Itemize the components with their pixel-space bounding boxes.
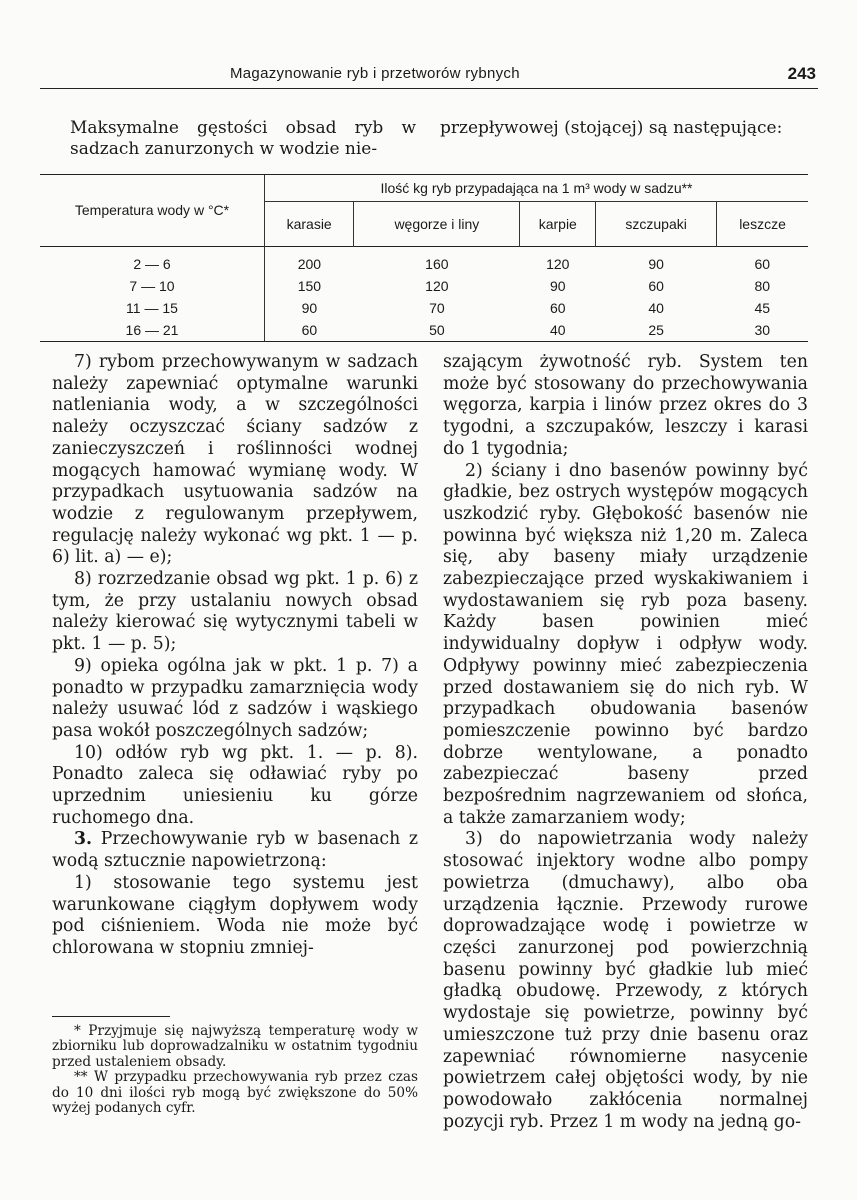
temperature-cell: 7 — 10	[40, 275, 265, 297]
value-cell: 40	[520, 319, 596, 342]
stocking-density-table	[40, 174, 808, 342]
value-cell: 120	[425, 278, 449, 294]
species-header: węgorze i liny	[354, 202, 520, 247]
page-number: 243	[787, 64, 816, 83]
intro-text-right: przepływowej (stojącej) są następujące:	[440, 118, 783, 138]
value-cell: 50	[354, 319, 520, 342]
value-cell: 70	[429, 300, 445, 316]
species-header: leszcze	[739, 216, 786, 232]
footnote-divider	[52, 1016, 170, 1017]
value-cell: 200	[297, 256, 322, 272]
right-text-column	[443, 352, 808, 1133]
paragraph: 7) rybom przechowywanym w sadzach należy zapewniać optymalne warunki natleniania wody, a w szczególności należy oczyszczać ściany sadzów z zanieczyszczeń i roślinności wodnej mogących hamować wymianę wody. W przypadkach usytuowania sadzów na wodzie z regulowanym przepływem, regulację należy wykonać wg pkt. 1 — p. 6) lit. a) — e);	[52, 352, 418, 568]
value-cell: 60	[549, 300, 566, 316]
temperature-cell: 2 — 6	[40, 253, 265, 275]
paragraph: 3) do napowietrzania wody należy stosować injektory wodne albo pompy powietrza (dmuchawy), albo oba urządzenia łącznie. Przewody rurowe doprowadzające wodę i powietrze w części zanurzonej pod powierzchnią basenu powinny być gładkie lub mieć gładką obudowę. Przewody, z których wydostaje się powietrze, powinny być umieszczone tuż przy dnie basenu oraz zapewniać równomierne nasycenie powietrzem całej objętości wody, by nie powodowało zakłócenia normalnej pozycji ryb. Przez 1 m wody na jedną go-	[443, 829, 808, 1132]
species-header: karasie	[265, 202, 354, 247]
footnote: ** W przypadku przechowywania ryb przez czas do 10 dni ilości ryb mogą być zwiększone do 50% wyżej podanych cyfr.	[52, 1069, 418, 1117]
paragraph: 8) rozrzedzanie obsad wg pkt. 1 p. 6) z tym, że przy ustalaniu nowych obsad należy kierować się wytycznymi tabeli w pkt. 1 — p. 5);	[52, 569, 418, 655]
value-cell: 30	[717, 319, 808, 342]
table-row	[40, 297, 808, 319]
value-cell: 150	[297, 278, 322, 294]
value-cell: 120	[546, 256, 570, 272]
species-header: szczupaki	[596, 202, 717, 247]
species-header: karpie	[520, 202, 596, 247]
value-cell: 160	[425, 256, 449, 272]
footnote: * Przyjmuje się najwyższą temperaturę wody w zbiorniku lub doprowadzalniku w ostatnim tygodniu przed ustaleniem obsady.	[52, 1023, 418, 1070]
paragraph: 9) opieka ogólna jak w pkt. 1 p. 7) a ponadto w przypadku zamarznięcia wody należy usuwać lód z sadzów i wąskiego pasa wokół poszczególnych sadzów;	[52, 655, 418, 741]
paragraph: 1) stosowanie tego systemu jest warunkowane ciągłym dopływem wody pod ciśnieniem. Woda nie może być chlorowana w stopniu zmniej-	[52, 872, 418, 958]
left-text-column	[52, 352, 418, 960]
paragraph: szającym żywotność ryb. System ten może być stosowany do przechowywania węgorza, karpia i linów przez okres do 3 tygodni, a szczupaków, leszczy i karasi do 1 tygodnia;	[443, 352, 808, 459]
table-row	[40, 275, 808, 297]
value-cell: 60	[754, 256, 771, 272]
intro-text-left: Maksymalne gęstości obsad ryb w sadzach zanurzonych w wodzie nie-	[70, 118, 416, 159]
paragraph: 2) ściany i dno basenów powinny być gładkie, bez ostrych występów mogących uszkodzić ryby. Głębokość basenów nie powinna być większa niż 1,20 m. Zaleca się, aby baseny miały urządzenie zabezpieczające przed wyskakiwaniem i wydostawaniem się ryb poza baseny. Każdy basen powinien mieć indywidualny dopływ i odpływ wody. Odpływy powinny mieć zabezpieczenia przed dostawaniem się do nich ryb. W przypadkach obudowania basenów pomieszczenie powinno być bardzo dobrze wentylowane, a ponadto zabezpieczać baseny przed bezpośrednim nagrzewaniem od słońca, a także zamarzaniem wody;	[443, 460, 808, 828]
temperature-cell: 11 — 15	[40, 297, 265, 319]
value-cell: 40	[648, 300, 664, 316]
temperature-cell: 16 — 21	[40, 319, 265, 342]
table-row	[40, 253, 808, 275]
value-cell: 25	[596, 319, 717, 342]
running-title: Magazynowanie ryb i przetworów rybnych	[230, 65, 520, 82]
section-number: 3.	[74, 829, 93, 850]
value-cell: 90	[549, 278, 566, 294]
value-cell: 90	[648, 256, 664, 272]
table-row	[40, 319, 808, 342]
page-header	[40, 62, 818, 89]
value-cell: 60	[648, 278, 664, 294]
value-cell: 60	[265, 319, 354, 342]
value-cell: 80	[754, 278, 771, 294]
section-text: Przechowywanie ryb w basenach z wodą sztucznie napowietrzoną:	[52, 829, 419, 872]
quantity-group-header: Ilość kg ryb przypadająca na 1 m³ wody w sadzu**	[265, 175, 809, 202]
temperature-header: Temperatura wody w °C*	[40, 175, 265, 247]
value-cell: 90	[301, 300, 318, 316]
paragraph: 10) odłów ryb wg pkt. 1. — p. 8). Ponadto zaleca się odławiać ryby po uprzednim uniesieniu ku górze ruchomego dna.	[52, 742, 418, 828]
footnotes	[52, 1024, 418, 1116]
value-cell: 45	[754, 300, 771, 316]
section-paragraph	[52, 829, 418, 872]
